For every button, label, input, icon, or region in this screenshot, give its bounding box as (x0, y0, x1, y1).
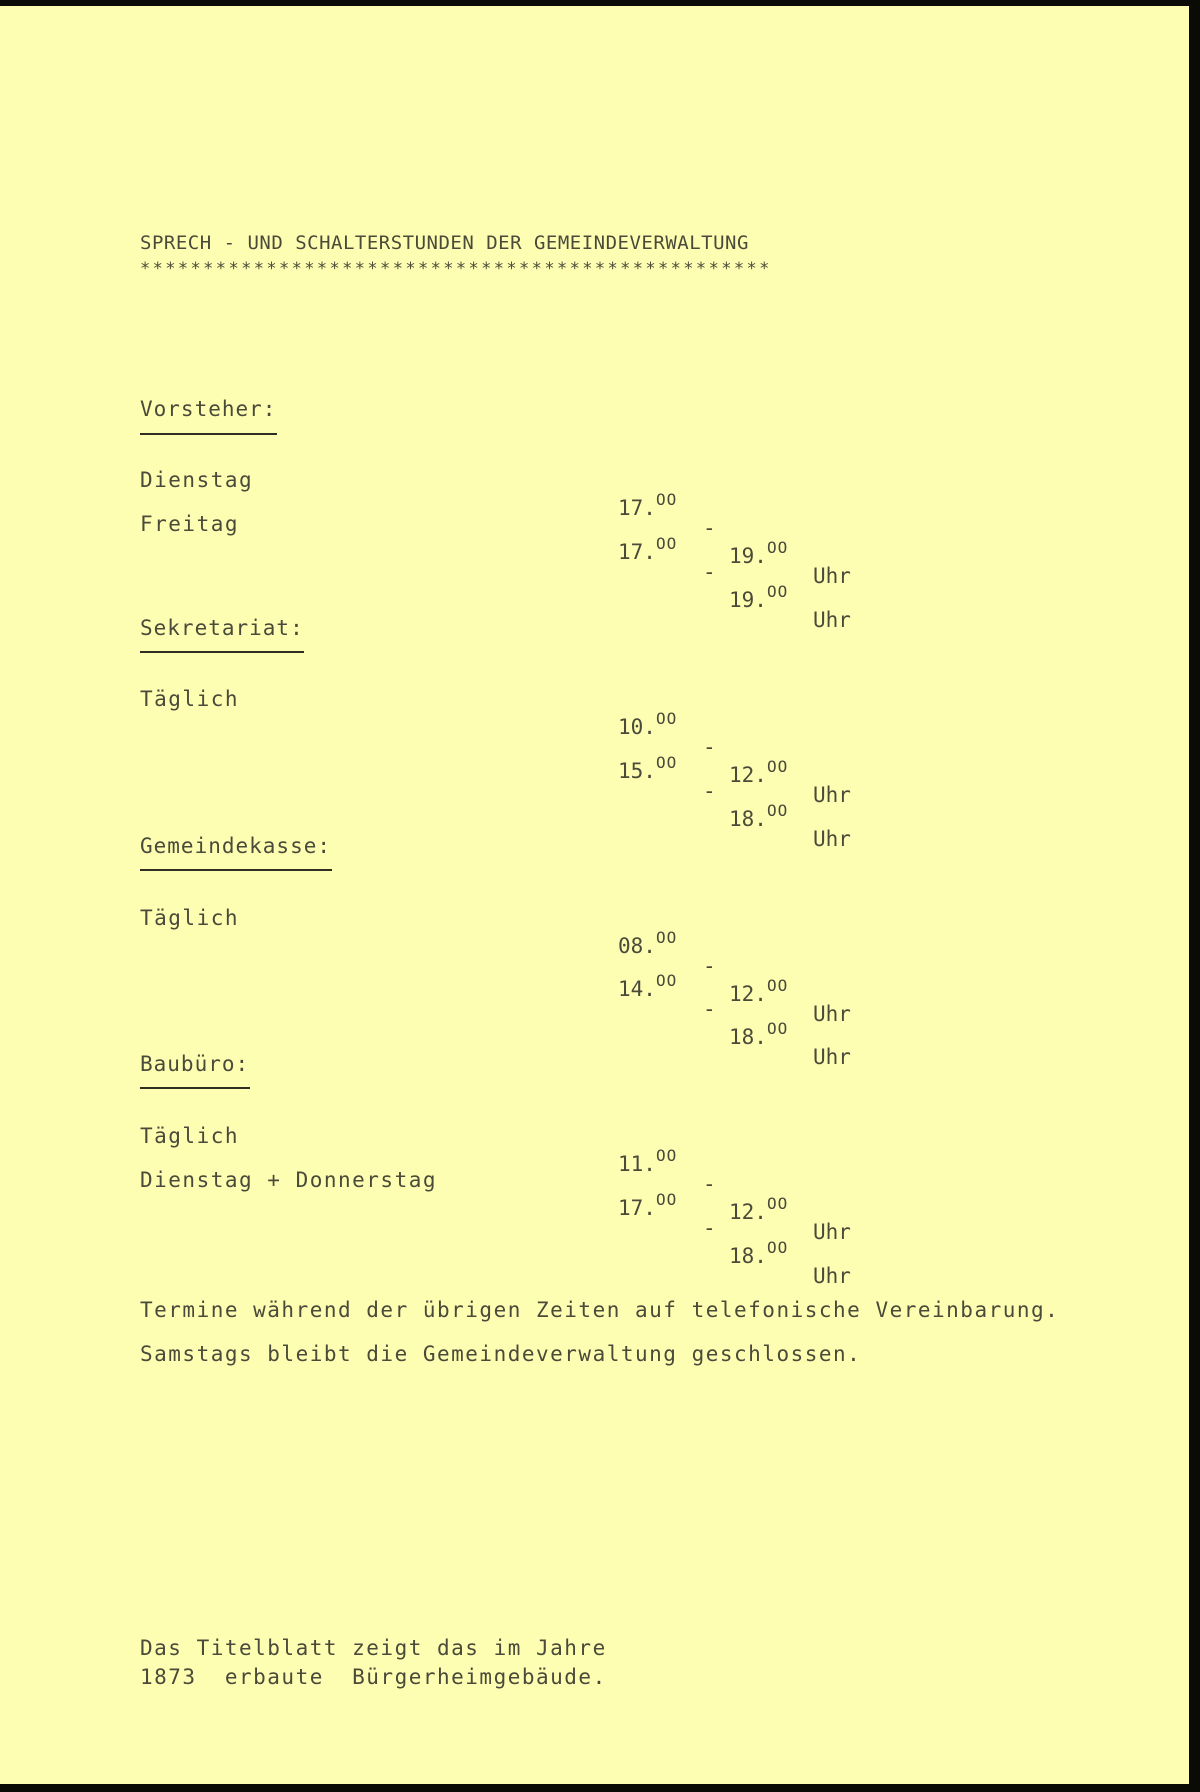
day-label: Dienstag (140, 468, 254, 492)
time-dash: - (703, 779, 716, 803)
time-to: 12.$^{OO}$ (729, 1194, 789, 1224)
time-dash: - (703, 997, 716, 1021)
heading-rule (140, 433, 277, 435)
time-from: 15.$^{OO}$ (618, 753, 678, 783)
time-dash: - (703, 735, 716, 759)
time-unit: Uhr (813, 1264, 851, 1288)
time-from: 14.$^{OO}$ (618, 971, 678, 1001)
time-unit: Uhr (813, 1045, 851, 1069)
time-unit: Uhr (813, 1002, 851, 1026)
footer-line: Das Titelblatt zeigt das im Jahre (140, 1636, 607, 1660)
day-label: Täglich (140, 687, 240, 711)
heading-gemeindekasse: Gemeindekasse: (140, 834, 332, 858)
time-to: 19.$^{OO}$ (729, 582, 789, 612)
time-unit: Uhr (813, 608, 851, 632)
note-saturday: Samstags bleibt die Gemeindeverwaltung geschlossen. (140, 1342, 862, 1366)
heading-rule (140, 651, 304, 653)
time-dash: - (703, 560, 716, 584)
time-to: 12.$^{OO}$ (729, 757, 789, 787)
note-appointments: Termine während der übrigen Zeiten auf telefonische Vereinbarung. (140, 1298, 1060, 1322)
document-title: SPRECH - UND SCHALTERSTUNDEN DER GEMEINDEVERWALTUNG (140, 232, 749, 254)
time-dash: - (703, 1216, 716, 1240)
time-to: 12.$^{OO}$ (729, 976, 789, 1006)
time-unit: Uhr (813, 783, 851, 807)
time-unit: Uhr (813, 827, 851, 851)
time-from: 17.$^{OO}$ (618, 534, 678, 564)
heading-vorsteher: Vorsteher: (140, 397, 277, 421)
time-range (618, 512, 851, 656)
heading-baubuero: Baubüro: (140, 1052, 250, 1076)
day-label: Freitag (140, 512, 240, 536)
time-unit: Uhr (813, 564, 851, 588)
time-to: 18.$^{OO}$ (729, 801, 789, 831)
day-label: Täglich (140, 1124, 240, 1148)
document-page (0, 6, 1189, 1784)
heading-rule (140, 869, 332, 871)
time-from: 08.$^{OO}$ (618, 928, 678, 958)
scan-edge (1189, 0, 1200, 1792)
footer-line: 1873 erbaute Bürgerheimgebäude. (140, 1665, 607, 1689)
time-from: 17.$^{OO}$ (618, 1190, 678, 1220)
heading-rule (140, 1087, 250, 1089)
time-dash: - (703, 954, 716, 978)
time-to: 18.$^{OO}$ (729, 1019, 789, 1049)
heading-sekretariat: Sekretariat: (140, 616, 304, 640)
day-label: Täglich (140, 906, 240, 930)
time-to: 18.$^{OO}$ (729, 1238, 789, 1268)
title-underline-stars: ************************************************** (140, 259, 772, 279)
time-to: 19.$^{OO}$ (729, 538, 789, 568)
day-label: Dienstag + Donnerstag (140, 1168, 438, 1192)
time-dash: - (703, 1172, 716, 1196)
time-dash: - (703, 516, 716, 540)
time-from: 17.$^{OO}$ (618, 490, 678, 520)
time-from: 10.$^{OO}$ (618, 709, 678, 739)
time-from: 11.$^{OO}$ (618, 1146, 678, 1176)
time-unit: Uhr (813, 1220, 851, 1244)
